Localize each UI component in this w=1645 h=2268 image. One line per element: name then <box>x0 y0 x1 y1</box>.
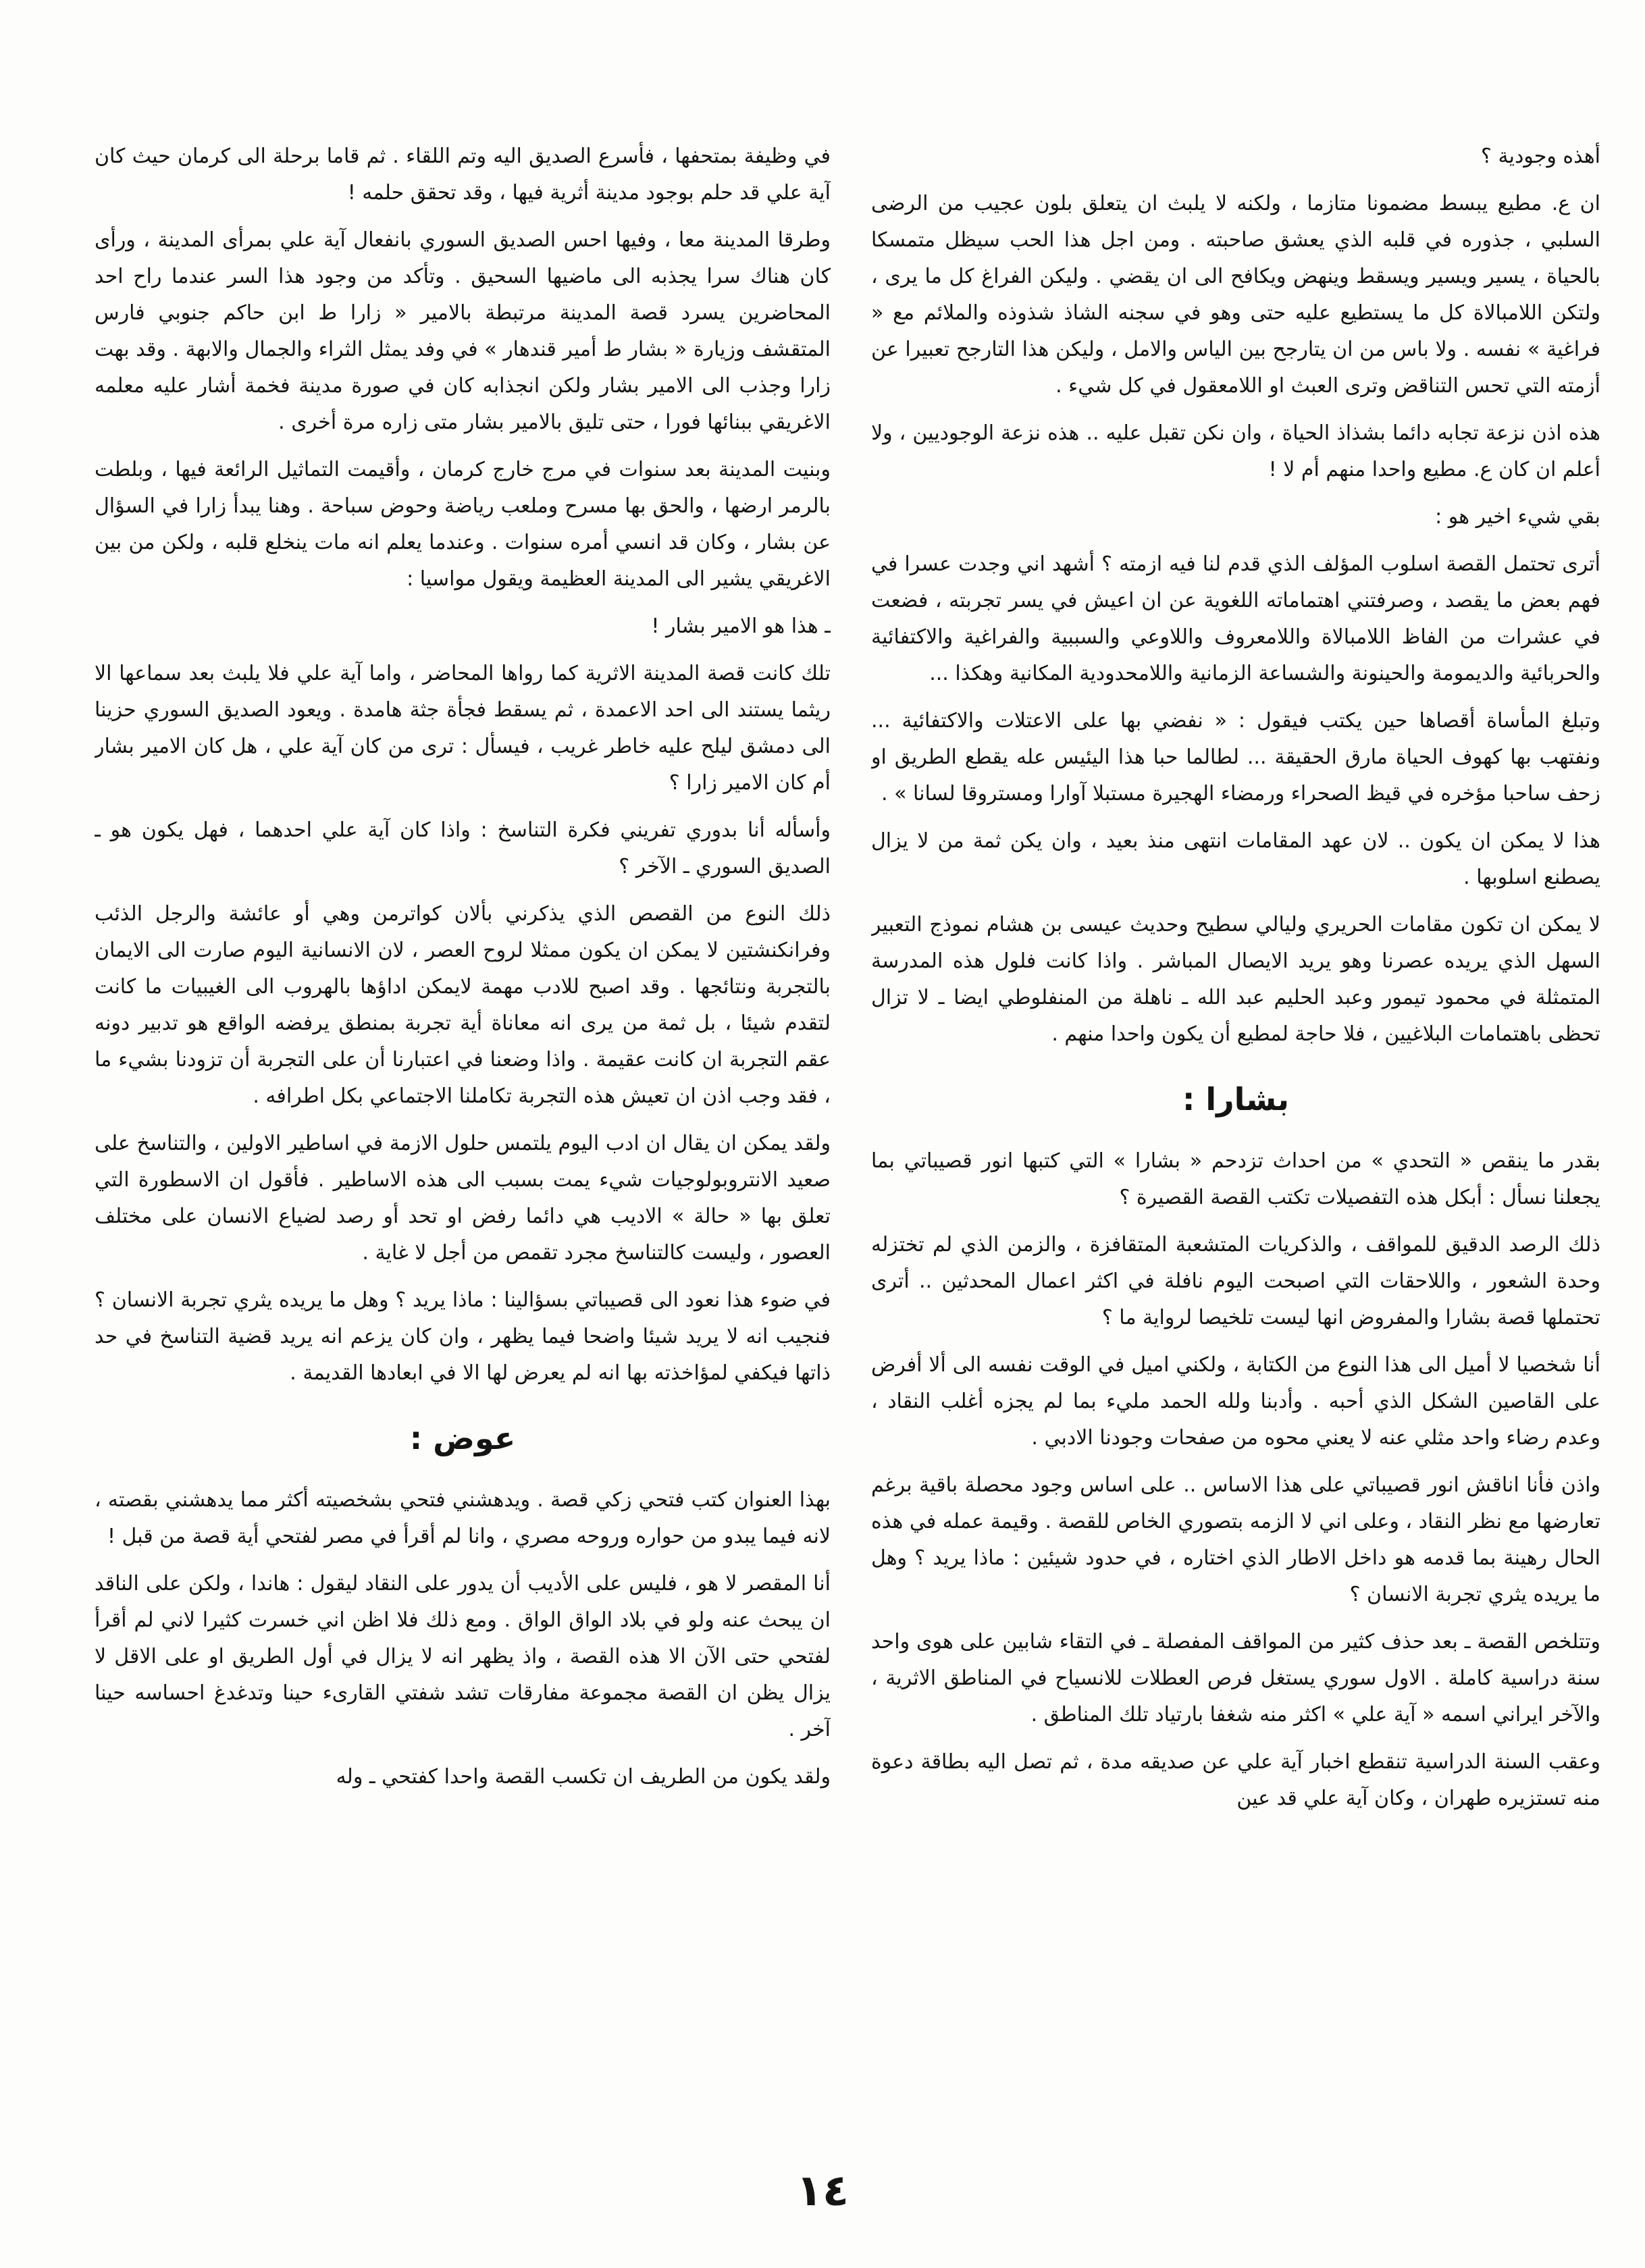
paragraph: وطرقا المدينة معا ، وفيها احس الصديق السوري بانفعال آية علي بمرأى المدينة ، ورأى كان هناك سرا يجذبه الى ماضيها السحيق . وتأكد من وجود هذا السر عندما راح احد المحاضرين يسرد قصة المدينة مرتبطة بالامير « زارا ط ابن حاكم جنوبي فارس المتقشف وزيارة « بشار ط أمير قندهار » في وفد يمثل الثراء والجمال والابهة . وقد بهت زارا وجذب الى الامير بشار ولكن انجذابه كان في صورة مدينة فخمة أشار عليه معلمه الاغريقي ببنائها فورا ، حتى تليق بالامير بشار متى زاره مرة أخرى . <box>95 228 831 434</box>
paragraph: ولقد يكون من الطريف ان تكسب القصة واحدا كفتحي ـ وله <box>336 1765 831 1789</box>
paragraph: ذلك النوع من القصص الذي يذكرني بألان كواترمن وهي أو عائشة والرجل الذئب وفرانكنشتين لا يمكن ان يكون ممثلا لروح العصر ، لان الانسانية اليوم صارت الى الايمان بالتجربة ونتائجها . وقد اصبح للادب مهمة لايمكن اداؤها بالهروب الى الغيبيات ما كانت لتقدم شيئا ، بل ثمة من يرى انه معاناة أية تجربة بمنطق يرفضه الواقع هو تدبير دونه عقم التجربة ان كانت عقيمة . واذا وضعنا في اعتبارنا أن على التجربة أن تزودنا بشيء ما ، فقد وجب اذن ان تعيش هذه التجربة تكاملنا الاجتماعي بكل اطرافه . <box>95 902 831 1108</box>
paragraph: أترى تحتمل القصة اسلوب المؤلف الذي قدم لنا فيه ازمته ؟ أشهد اني وجدت عسرا في فهم بعض ما يقصد ، وصرفتني اهتماماته اللغوية عن ان اعيش في يسر تجربته ، فضعت في عشرات من الفاظ اللامبالاة واللامعروف واللاوعي والسببية والفراغية والاكتفائية والحربائية والديمومة والحينونة والشساعة الزمانية واللامحدودية المكانية وهكذا ... <box>871 552 1600 685</box>
paragraph: بهذا العنوان كتب فتحي زكي قصة . ويدهشني فتحي بشخصيته أكثر مما يدهشني بقصته ، لانه فيما يبدو من حواره وروحه مصري ، وانا لم أقرأ في مصر لفتحي أية قصة من قبل ! <box>95 1488 831 1548</box>
paragraph: وأسأله أنا بدوري تفريني فكرة التناسخ : واذا كان آية علي احدهما ، فهل يكون هو ـ الصديق السوري ـ الآخر ؟ <box>95 818 831 878</box>
paragraph: هذه اذن نزعة تجابه دائما بشذاذ الحياة ، وان نكن تقبل عليه .. هذه نزعة الوجوديين ، ولا أعلم ان كان ع. مطيع واحدا منهم أم لا ! <box>871 421 1600 481</box>
paragraph: هذا لا يمكن ان يكون .. لان عهد المقامات انتهى منذ بعيد ، وان يكن ثمة من لا يزال يصطنع اسلوبها . <box>871 829 1600 889</box>
section-heading-bashara: بشارا : <box>1182 1081 1289 1117</box>
paragraph: وتبلغ المأساة أقصاها حين يكتب فيقول : « نفضي بها على الاعتلات والاكتفائية ... ونفتهب بها كهوف الحياة مارق الحقيقة ... لطالما حبا هذا اليئيس عله يقطع الطريق او زحف ساحبا مؤخره في قيظ الصحراء ورمضاء الهجيرة مستبلا آوارا ومستروقا لسانا » . <box>871 709 1600 806</box>
paragraph: بقي شيء اخير هو : <box>1435 505 1600 529</box>
paragraph: أنا المقصر لا هو ، فليس على الأديب أن يدور على النقاد ليقول : هاندا ، ولكن على الناقد ان يبحث عنه ولو في بلاد الواق الواق . ومع ذلك فلا اظن اني خسرت كثيرا لاني لم أقرأ لفتحي حتى الآن الا هذه القصة ، واذ يظهر انه لا يزال في أول الطريق او على الاقل لا يزال يظن ان القصة مجموعة مفارقات تشد شفتي القارىء حينا وتدغدغ احساسه حينا آخر . <box>95 1572 831 1741</box>
paragraph: وبنيت المدينة بعد سنوات في مرج خارج كرمان ، وأقيمت التماثيل الرائعة فيها ، وبلطت بالرمر ارضها ، والحق بها مسرح وملعب رياضة وحوض سباحة . وهنا يبدأ زارا في السؤال عن بشار ، وكان قد انسي أمره سنوات . وعندما يعلم انه مات ينخلع قلبه ، ولكن من بين الاغريقي يشير الى المدينة العظيمة ويقول مواسيا : <box>95 458 831 591</box>
paragraph: تلك كانت قصة المدينة الاثرية كما رواها المحاضر ، واما آية علي فلا يلبث بعد سماعها الا ريثما يستند الى احد الاعمدة ، ثم يسقط فجأة جثة هامدة . ويعود الصديق السوري حزينا الى دمشق ليلح عليه خاطر غريب ، فيسأل : ترى من كان آية علي ، هل كان الامير بشار أم كان الامير زارا ؟ <box>95 662 831 795</box>
paragraph: وتتلخص القصة ـ بعد حذف كثير من المواقف المفصلة ـ في التقاء شابين على هوى واحد سنة دراسية كاملة . الاول سوري يستغل فرص العطلات للانسياح في المناطق الاثرية ، والآخر ايراني اسمه « آية علي » اكثر منه شغفا بارتياد تلك المناطق . <box>871 1630 1600 1726</box>
left-column <box>95 138 831 2164</box>
paragraph: ـ هذا هو الامير بشار ! <box>651 614 831 638</box>
paragraph: بقدر ما ينقص « التحدي » من احداث تزدحم « بشارا » التي كتبها انور قصيباتي بما يجعلنا نسأل : أبكل هذه التفصيلات تكتب القصة القصيرة ؟ <box>871 1149 1600 1209</box>
paragraph: في وظيفة بمتحفها ، فأسرع الصديق اليه وتم اللقاء . ثم قاما برحلة الى كرمان حيث كان آية علي قد حلم بوجود مدينة أثرية فيها ، وقد تحقق حلمه ! <box>95 144 831 205</box>
paragraph: واذن فأنا اناقش انور قصيباتي على هذا الاساس .. على اساس وجود محصلة باقية برغم تعارضها مع نظر النقاد ، وعلى اني لا الزمه بتصوري الخاص للقصة . وقيمة عمله في هذه الحال رهينة بما قدمه هو داخل الاطار الذي اختاره ، في حدود شيئين : ماذا يريد ؟ وهل ما يريده يثري تجربة الانسان ؟ <box>871 1473 1600 1606</box>
paragraph: أنا شخصيا لا أميل الى هذا النوع من الكتابة ، ولكني اميل في الوقت نفسه الى ألا أفرض على القاصين الشكل الذي أحبه . وأدبنا ولله الحمد مليء بما لم يجزه أغلب النقاد ، وعدم رضاء واحد مثلي عنه لا يعني محوه من صفحات وجودنا الادبي . <box>871 1353 1600 1450</box>
paragraph: ولقد يمكن ان يقال ان ادب اليوم يلتمس حلول الازمة في اساطير الاولين ، والتناسخ على صعيد الانتروبولوجيات شيء يمت بسبب الى هذه الاساطير . فأقول ان الاسطورة التي تعلق بها « حالة » الاديب هي دائما رفض او تحد أو رصد لضياع الانسان على مختلف العصور ، وليست كالتناسخ مجرد تقمص من أجل لا غاية . <box>95 1132 831 1265</box>
paragraph: لا يمكن ان تكون مقامات الحريري وليالي سطيح وحديث عيسى بن هشام نموذج التعبير السهل الذي يريده عصرنا وهو يريد الايصال المباشر . واذا كانت فلول هذه المدرسة المتمثلة في محمود تيمور وعبد الحليم عبد الله ـ ناهلة من المنفلوطي ايضا ـ لا تزال تحظى باهتمامات البلاغيين ، فلا حاجة لمطيع أن يكون واحدا منهم . <box>871 913 1600 1046</box>
paragraph: وعقب السنة الدراسية تنقطع اخبار آية علي عن صديقه مدة ، ثم تصل اليه بطاقة دعوة منه تستزيره طهران ، وكان آية علي قد عين <box>871 1750 1600 1810</box>
paragraph: ذلك الرصد الدقيق للمواقف ، والذكريات المتشعبة المتقافزة ، والزمن الذي لم تختزله وحدة الشعور ، واللاحقات التي اصبحت اليوم نافلة في اكثر اعمال المحدثين .. أترى تحتملها قصة بشارا والمفروض انها ليست تلخيصا لرواية ما ؟ <box>871 1233 1600 1329</box>
paragraph: في ضوء هذا نعود الى قصيباتي بسؤالينا : ماذا يريد ؟ وهل ما يريده يثري تجربة الانسان ؟ فنجيب انه لا يريد شيئا واضحا فيما يظهر ، وان كان يزعم انه يريد قضية التناسخ في حد ذاتها فيكفي لمؤاخذته بها انه لم يعرض لها الا في ابعادها القديمة . <box>95 1288 831 1385</box>
section-heading-awad: عوض : <box>409 1420 516 1456</box>
paragraph: أهذه وجودية ؟ <box>1481 144 1600 168</box>
page-number: ١٤ <box>795 2166 850 2216</box>
right-column <box>871 138 1600 2164</box>
paragraph: ان ع. مطيع يبسط مضمونا متازما ، ولكنه لا يلبث ان يتعلق بلون عجيب من الرضى السلبي ، جذوره في قلبه الذي يعشق صاحبته . ومن اجل هذا الحب سيظل متمسكا بالحياة ، يسير ويسير ويسقط وينهض ويكافح الى ان يقضي . وليكن الفراغ كل ما يرى ، ولتكن اللامبالاة كل ما يستطيع عليه حتى وهو في سجنه الشاذ شذوذه والملائم مع « فراغية » نفسه . ولا باس من ان يتارجح بين الياس والامل ، وليكن هذا التارجح تعبيرا عن أزمته التي تحس التناقض وترى العبث او اللامعقول في كل شيء . <box>871 192 1600 398</box>
